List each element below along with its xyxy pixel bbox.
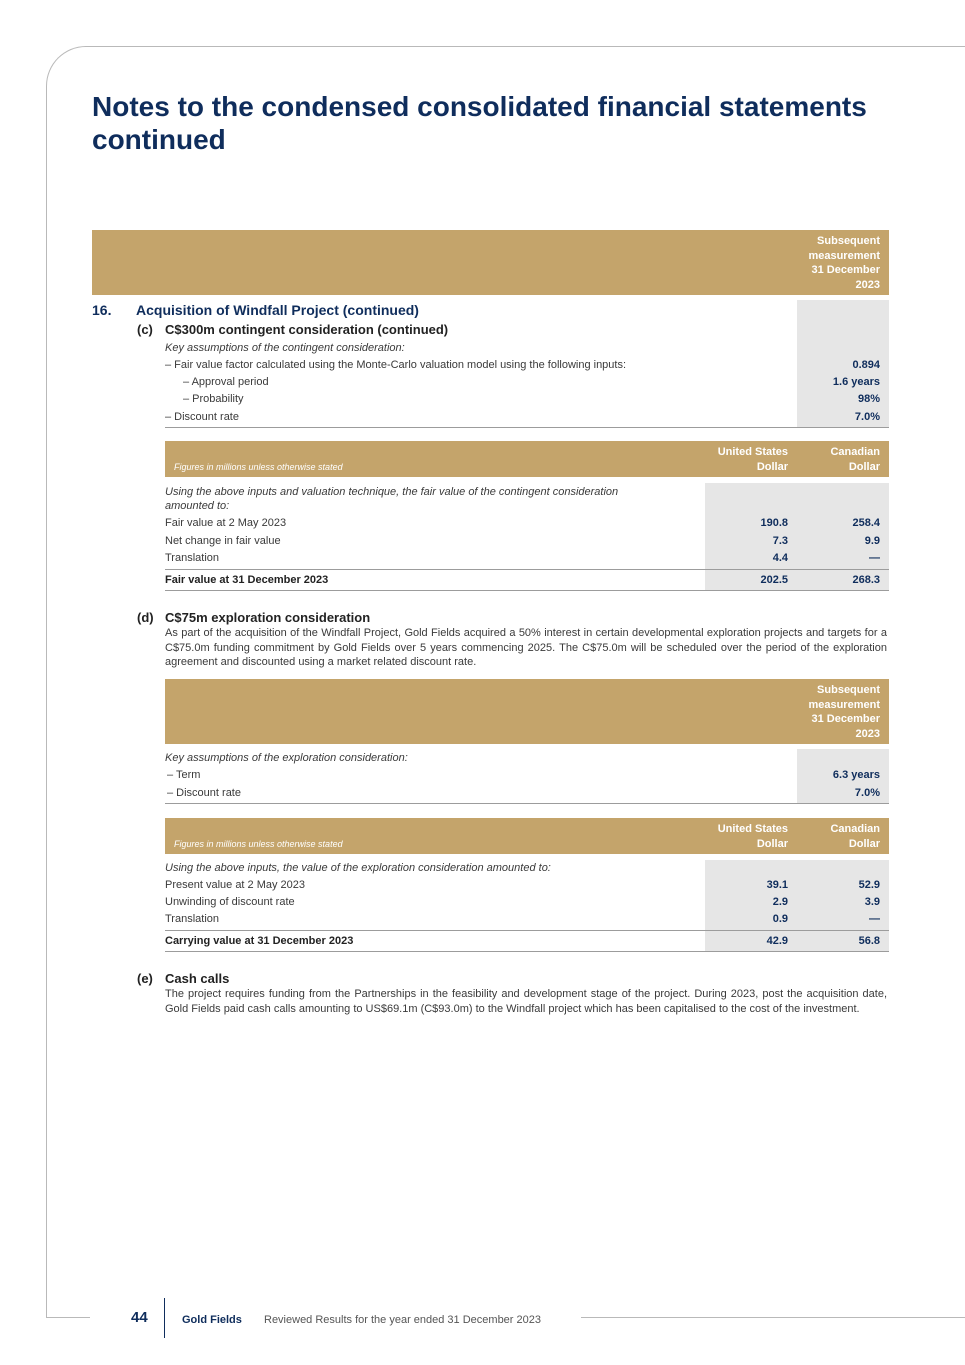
probability-label: – Probability [183, 393, 244, 405]
header-line: 31 December [811, 713, 880, 725]
header-line: Subsequent [817, 235, 880, 247]
subsection-d-letter: (d) [137, 610, 154, 625]
header-line: Canadian [830, 823, 880, 835]
page-frame-left [46, 86, 47, 1318]
subsection-c-title: C$300m contingent consideration (continued) [165, 322, 449, 337]
approval-period-value: 1.6 years [832, 376, 880, 388]
table-cell-cad: — [869, 552, 880, 564]
header-line: Canadian [830, 446, 880, 458]
table-cell-cad: 52.9 [858, 879, 880, 891]
header-line: United States [717, 446, 788, 458]
table-rule [165, 590, 889, 591]
page-frame-bottom-right [581, 1317, 965, 1318]
table-cell-cad: — [869, 913, 880, 925]
subsection-d-title: C$75m exploration consideration [165, 610, 371, 625]
table-row-label: Net change in fair value [165, 535, 281, 547]
total-cell-usd: 202.5 [760, 574, 788, 586]
table-cell-cad: 3.9 [864, 896, 880, 908]
discount-rate-label: – Discount rate [165, 411, 239, 423]
table-cell-usd: 190.8 [760, 517, 788, 529]
header-line: 31 December [811, 264, 880, 276]
usd-column-header [678, 822, 788, 851]
fair-value-intro-line2: amounted to: [165, 500, 230, 512]
table-cell-usd: 7.3 [772, 535, 788, 547]
page-frame-top [46, 46, 965, 87]
cad-column-header [800, 822, 880, 851]
discount-rate-value: 7.0% [854, 411, 880, 423]
footer-company: Gold Fields [182, 1314, 242, 1326]
footer-divider [164, 1298, 165, 1338]
header-line: 2023 [855, 727, 880, 740]
fair-value-factor-value: 0.894 [852, 359, 880, 371]
header-line: Dollar [848, 837, 880, 850]
fair-value-factor-label: – Fair value factor calculated using the Monte-Carlo valuation model using the following inputs: [165, 359, 627, 371]
footer-description: Reviewed Results for the year ended 31 December 2023 [264, 1314, 541, 1326]
table-row-label: Translation [165, 552, 220, 564]
table-row-label: Translation [165, 913, 220, 925]
table-row-label: Unwinding of discount rate [165, 896, 295, 908]
fair-value-intro-line1: Using the above inputs and valuation technique, the fair value of the contingent consideration [165, 486, 619, 498]
section-title: Acquisition of Windfall Project (continued) [136, 302, 419, 318]
assumptions-header-bar [92, 230, 889, 295]
term-value: 6.3 years [832, 769, 880, 781]
table-row-label: Fair value at 2 May 2023 [165, 517, 287, 529]
contingent-key-assumptions-label: Key assumptions of the contingent consideration: [165, 342, 405, 354]
total-row-label: Carrying value at 31 December 2023 [165, 935, 354, 947]
exploration-value-intro: Using the above inputs, the value of the exploration consideration amounted to: [165, 862, 551, 874]
probability-value: 98% [857, 393, 880, 405]
header-line: Dollar [756, 837, 788, 850]
page-title: Notes to the condensed consolidated financial statements continued [92, 91, 867, 155]
subsection-e-letter: (e) [137, 971, 153, 986]
exploration-value-header-bar [165, 818, 889, 854]
table-rule [165, 427, 889, 428]
table-row-label: Present value at 2 May 2023 [165, 879, 306, 891]
table-rule [165, 803, 889, 804]
table-cell-usd: 0.9 [772, 913, 788, 925]
total-cell-cad: 268.3 [852, 574, 880, 586]
subsection-e-title: Cash calls [165, 971, 230, 986]
table-cell-usd: 2.9 [772, 896, 788, 908]
section-number: 16. [92, 302, 112, 318]
header-line: measurement [808, 249, 880, 262]
figures-note: Figures in millions unless otherwise stated [174, 839, 343, 849]
table-cell-usd: 4.4 [772, 552, 788, 564]
figures-note: Figures in millions unless otherwise stated [174, 462, 343, 472]
header-line: Dollar [848, 460, 880, 473]
header-line: measurement [808, 698, 880, 711]
page-number: 44 [131, 1309, 148, 1326]
header-line: Subsequent [817, 684, 880, 696]
total-cell-cad: 56.8 [858, 935, 880, 947]
table-rule [165, 930, 889, 931]
table-cell-usd: 39.1 [766, 879, 788, 891]
subsequent-measurement-header [760, 234, 880, 292]
header-line: Dollar [756, 460, 788, 473]
term-label: – Term [167, 769, 201, 781]
exploration-assumptions-header-bar [165, 679, 889, 744]
page-frame-bottom-left [46, 1317, 90, 1318]
total-row-label: Fair value at 31 December 2023 [165, 574, 329, 586]
subsection-d-paragraph: As part of the acquisition of the Windfall Project, Gold Fields acquired a 50% interest in certain developmental exploration projects and targets for a C$75.0m funding commitment by Gold Fields over 5 years commencing 2025. The C$75.0m will be scheduled over the period of the exploration agreement and discounted using a market related discount rate. [165, 627, 887, 668]
approval-period-label: – Approval period [183, 376, 269, 388]
discount-rate-label: – Discount rate [167, 787, 241, 799]
table-rule [165, 951, 889, 952]
subsequent-measurement-header [760, 683, 880, 741]
total-cell-usd: 42.9 [766, 935, 788, 947]
usd-column-header [678, 445, 788, 474]
discount-rate-value: 7.0% [854, 787, 880, 799]
header-line: United States [717, 823, 788, 835]
table-cell-cad: 9.9 [864, 535, 880, 547]
fair-value-header-bar [165, 441, 889, 477]
header-line: 2023 [855, 278, 880, 291]
subsection-c-letter: (c) [137, 322, 153, 337]
exploration-key-assumptions-label: Key assumptions of the exploration consideration: [165, 752, 408, 764]
table-cell-cad: 258.4 [852, 517, 880, 529]
subsection-e-paragraph: The project requires funding from the Partnerships in the feasibility and development stage of the project. During 2023, post the acquisition date, Gold Fields paid cash calls amounting to US$69.1m (C$93.0m) to the Windfall project which has been capitalised to the cost of the investment. [165, 988, 887, 1015]
cad-column-header [800, 445, 880, 474]
table-rule [165, 569, 889, 570]
